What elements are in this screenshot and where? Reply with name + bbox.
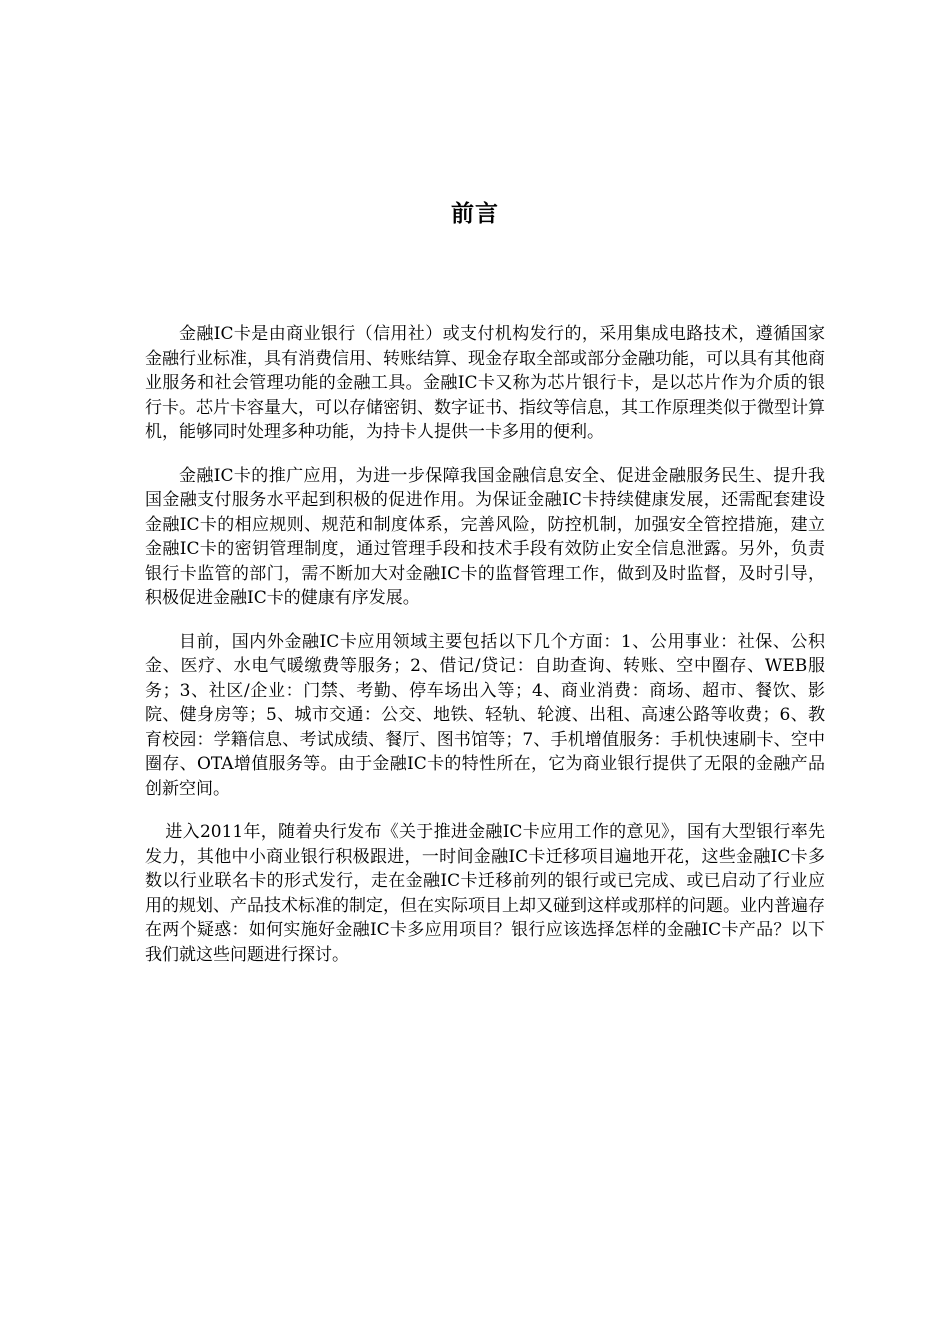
paragraph-intro: 金融IC卡是由商业银行（信用社）或支付机构发行的，采用集成电路技术，遵循国家金融行业标准，具有消费信用、转账结算、现金存取全部或部分金融功能，可以具有其他商业服务和社会管理功能的金融工具。金融IC卡又称为芯片银行卡，是以芯片作为介质的银行卡。芯片卡容量大，可以存储密钥、数字证书、指纹等信息，其工作原理类似于微型计算机，能够同时处理多种功能，为持卡人提供一卡多用的便利。 [145,324,825,442]
paragraph-promotion: 金融IC卡的推广应用，为进一步保障我国金融信息安全、促进金融服务民生、提升我国金融支付服务水平起到积极的促进作用。为保证金融IC卡持续健康发展，还需配套建设金融IC卡的相应规则、规范和制度体系，完善风险，防控机制，加强安全管控措施，建立金融IC卡的密钥管理制度，通过管理手段和技术手段有效防止安全信息泄露。另外，负责银行卡监管的部门，需不断加大对金融IC卡的监督管理工作，做到及时监督，及时引导，积极促进金融IC卡的健康有序发展。 [145,465,825,608]
document-body [145,322,825,986]
page-title: 前言 [451,200,499,227]
paragraph-2011: 进入2011年，随着央行发布《关于推进金融IC卡应用工作的意见》，国有大型银行率先发力，其他中小商业银行积极跟进，一时间金融IC卡迁移项目遍地开花，这些金融IC卡多数以行业联名卡的形式发行，走在金融IC卡迁移前列的银行或已完成、或已启动了行业应用的规划、产品技术标准的制定，但在实际项目上却又碰到这样或那样的问题。业内普遍存在两个疑惑：如何实施好金融IC卡多应用项目？银行应该选择怎样的金融IC卡产品？以下我们就这些问题进行探讨。 [145,822,825,965]
paragraph-applications: 目前，国内外金融IC卡应用领域主要包括以下几个方面：1、公用事业：社保、公积金、医疗、水电气暖缴费等服务；2、借记/贷记：自助查询、转账、空中圈存、WEB服务；3、社区/企业：门禁、考勤、停车场出入等；4、商业消费：商场、超市、餐饮、影院、健身房等；5、城市交通：公交、地铁、轻轨、轮渡、出租、高速公路等收费；6、教育校园：学籍信息、考试成绩、餐厅、图书馆等；7、手机增值服务：手机快速刷卡、空中圈存、OTA增值服务等。由于金融IC卡的特性所在，它为商业银行提供了无限的金融产品创新空间。 [145,631,825,799]
